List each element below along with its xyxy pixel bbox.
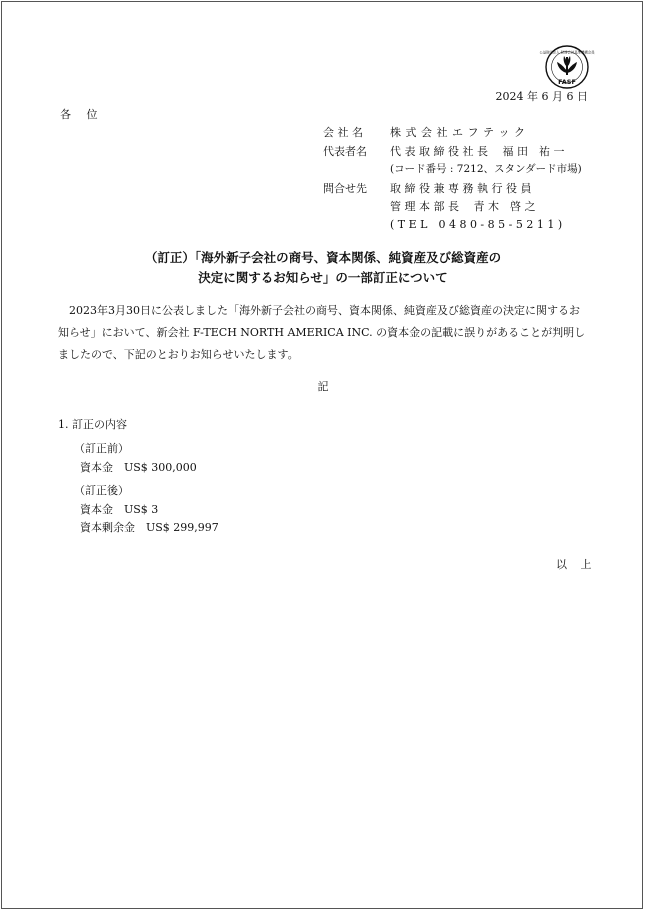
title-line-2: 決定に関するお知らせ」の一部訂正について bbox=[198, 270, 448, 285]
logo-text: FASF bbox=[558, 78, 576, 86]
fasf-logo bbox=[539, 45, 595, 89]
tel: ( T E L 0 4 8 0 - 8 5 - 5 2 1 1 ) bbox=[390, 218, 563, 231]
after-label: （訂正後） bbox=[74, 484, 129, 497]
closing: 以 上 bbox=[556, 558, 597, 571]
title-line-1: （訂正）「海外新子会社の商号、資本関係、純資産及び総資産の bbox=[144, 250, 502, 265]
before-label: （訂正前） bbox=[74, 442, 129, 455]
rep-name: 代 表 取 締 役 社 長 福 田 祐 一 bbox=[390, 145, 565, 158]
code-number: (コード番号 : 7212、スタンダード市場) bbox=[390, 163, 582, 175]
date: 2024 年 6 月 6 日 bbox=[495, 90, 588, 103]
addressee: 各 位 bbox=[60, 108, 104, 121]
contact-label: 問合せ先 bbox=[323, 182, 367, 195]
body-paragraph: 2023年3月30日に公表しました「海外新子会社の商号、資本関係、純資産及び総資産の決定に関するお知らせ」において、新会社 F-TECH NORTH AMERICA INC. の資本金の記載に誤りがあることが判明しましたので、下記のとおりお知らせいたします。 bbox=[58, 304, 586, 361]
ki-heading: 記 bbox=[317, 380, 329, 393]
after-capital: 資本金 US$ 3 bbox=[80, 503, 159, 516]
rep-label: 代表者名 bbox=[323, 145, 367, 158]
section-heading: 1. 訂正の内容 bbox=[58, 418, 127, 431]
company-label: 会 社 名 bbox=[323, 126, 363, 139]
before-capital: 資本金 US$ 300,000 bbox=[80, 461, 197, 474]
contact-title: 取 締 役 兼 専 務 執 行 役 員 bbox=[390, 182, 532, 195]
after-capital-surplus: 資本剰余金 US$ 299,997 bbox=[80, 521, 219, 534]
contact-name: 管 理 本 部 長 青 木 啓 之 bbox=[390, 200, 536, 213]
company-name: 株 式 会 社 エ フ テ ッ ク bbox=[390, 126, 526, 139]
logo-ring-text: 公益財団法人 財務会計基準機構会員 bbox=[539, 50, 595, 55]
